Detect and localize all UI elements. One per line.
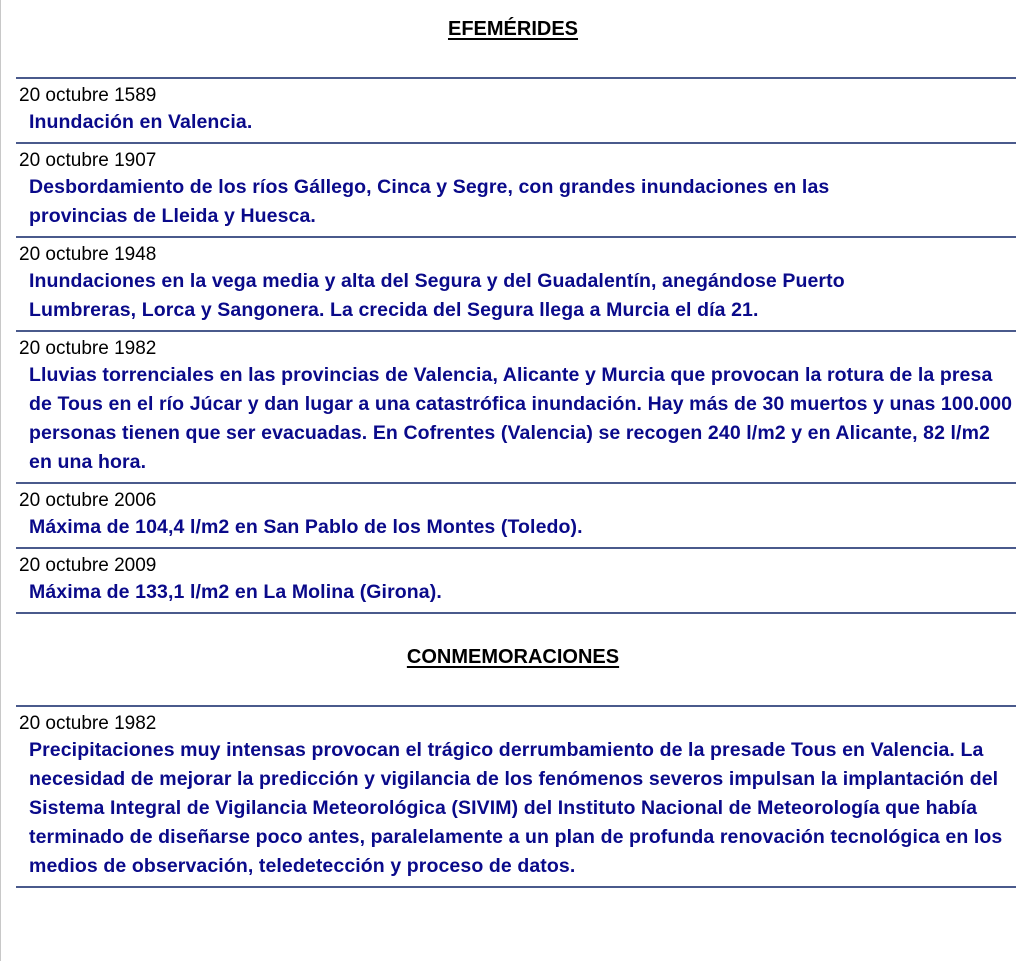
entry-date: 20 octubre 1589 [19,85,157,106]
entry-date: 20 octubre 2006 [19,490,157,511]
entry-text: Máxima de 104,4 l/m2 en San Pablo de los Montes (Toledo). [29,516,583,538]
efemeride-entry [16,549,1016,614]
efemeride-entry [16,332,1016,484]
entry-text: Lluvias torrenciales en las provincias de Valencia, Alicante y Murcia que provocan la rotura de la presa de Tous en el río Júcar y dan lugar a una catastrófica inundación. Hay más de 30 muertos y unas 100.000 personas tienen que ser evacuadas. En Cofrentes (Valencia) se recogen 240 l/m2 y en Alicante, 82 l/m2 en una hora. [29,364,1013,473]
entry-text: Desbordamiento de los ríos Gállego, Cinca y Segre, con grandes inundaciones en las provincias de Lleida y Huesca. [29,176,830,227]
entry-date: 20 octubre 1948 [19,244,157,265]
entry-date: 20 octubre 1982 [19,713,157,734]
conmemoraciones-title: CONMEMORACIONES [406,646,620,668]
entry-date: 20 octubre 2009 [19,555,157,576]
entry-date: 20 octubre 1907 [19,150,157,171]
efemeride-entry [16,79,1016,144]
efemeride-entry [16,144,1016,238]
entry-text: Precipitaciones muy intensas provocan el trágico derrumbamiento de la presade Tous en Valencia. La necesidad de mejorar la predicción y vigilancia de los fenómenos severos impulsan la implantación del Sistema Integral de Vigilancia Meteorológica (SIVIM) del Instituto Nacional de Meteorología que había terminado de diseñarse poco antes, paralelamente a un plan de profunda renovación tecnológica en los medios de observación, teledetección y proceso de datos. [29,739,1003,877]
entry-text: Inundación en Valencia. [29,111,253,133]
efemerides-title: EFEMÉRIDES [447,18,579,40]
entry-text: Máxima de 133,1 l/m2 en La Molina (Girona). [29,581,442,603]
entry-text: Inundaciones en la vega media y alta del Segura y del Guadalentín, anegándose Puerto Lumbreras, Lorca y Sangonera. La crecida del Segura llega a Murcia el día 21. [29,270,845,321]
conmemoraciones-list [16,705,1016,888]
efemeride-entry [16,484,1016,549]
entry-date: 20 octubre 1982 [19,338,157,359]
efemeride-entry [16,238,1016,332]
conmemoracion-entry [16,707,1016,888]
efemerides-list [16,77,1016,614]
